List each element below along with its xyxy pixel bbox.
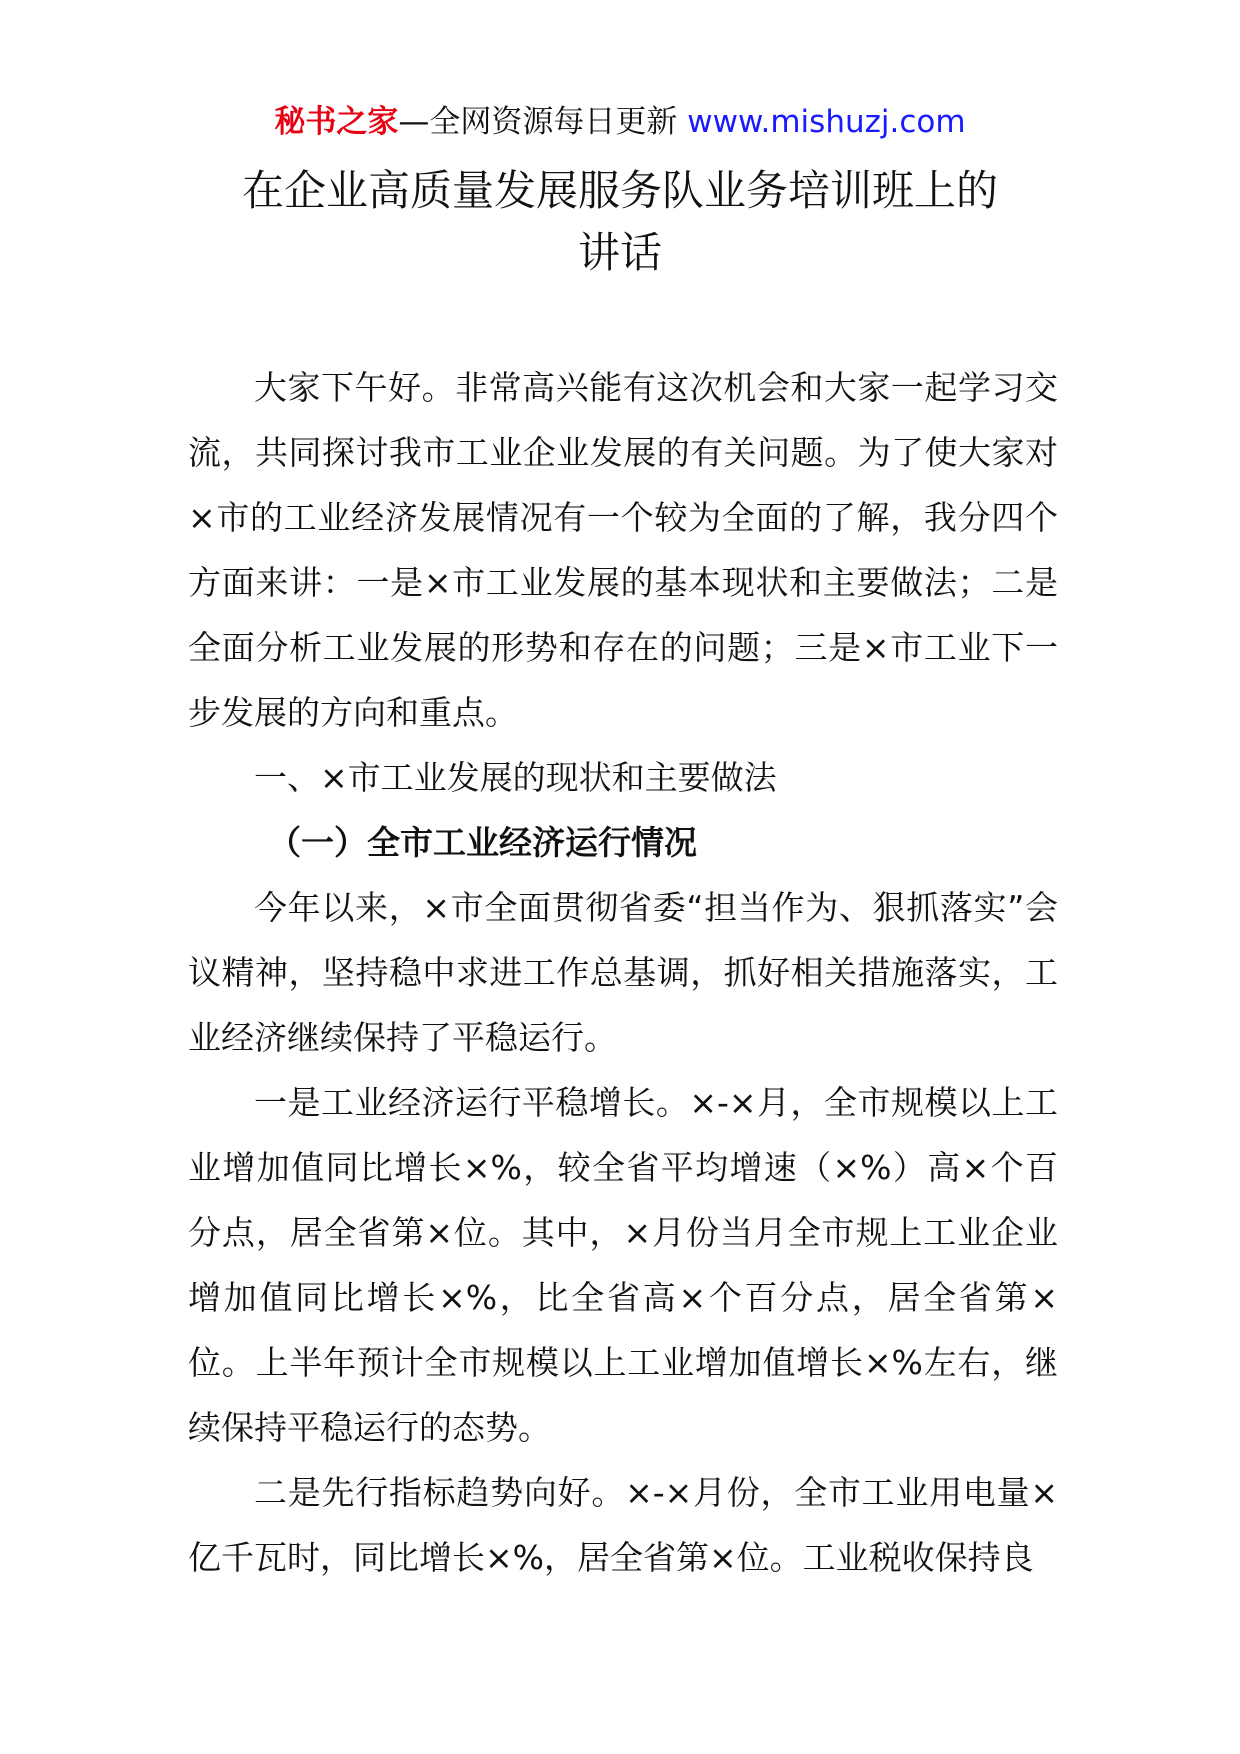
- site-banner: [0, 100, 1240, 144]
- subsection-heading: （一）全市工业经济运行情况: [268, 823, 697, 862]
- paragraph-intro: 大家下午好。非常高兴能有这次机会和大家一起学习交流，共同探讨我市工业企业发展的有关问题。为了使大家对×市的工业经济发展情况有一个较为全面的了解，我分四个方面来讲：一是×市工业发展的基本现状和主要做法；二是全面分析工业发展的形势和存在的问题；三是×市工业下一步发展的方向和重点。: [188, 368, 1058, 732]
- paragraph-point-2: 二是先行指标趋势向好。×-×月份，全市工业用电量×亿千瓦时，同比增长×%，居全省第×位。工业税收保持良: [188, 1473, 1058, 1577]
- banner-slogan: —全网资源每日更新: [398, 104, 688, 140]
- document-title: [0, 160, 1240, 284]
- paragraph-overview: 今年以来，×市全面贯彻省委“担当作为、狠抓落实”会议精神，坚持稳中求进工作总基调，抓好相关措施落实，工业经济继续保持了平稳运行。: [188, 888, 1058, 1057]
- paragraph-point-1: 一是工业经济运行平稳增长。×-×月，全市规模以上工业增加值同比增长×%，较全省平均增速（×%）高×个百分点，居全省第×位。其中，×月份当月全市规上工业企业增加值同比增长×%，比全省高×个百分点，居全省第×位。上半年预计全市规模以上工业增加值增长×%左右，继续保持平稳运行的态势。: [188, 1083, 1058, 1447]
- title-line-2: 讲话: [577, 228, 662, 277]
- section-heading: 一、×市工业发展的现状和主要做法: [254, 758, 777, 797]
- title-line-1: 在企业高质量发展服务队业务培训班上的: [241, 166, 998, 215]
- brand-name: 秘书之家: [274, 104, 399, 140]
- website-link[interactable]: www.mishuzj.com: [687, 104, 966, 140]
- document-body: [188, 355, 1058, 1590]
